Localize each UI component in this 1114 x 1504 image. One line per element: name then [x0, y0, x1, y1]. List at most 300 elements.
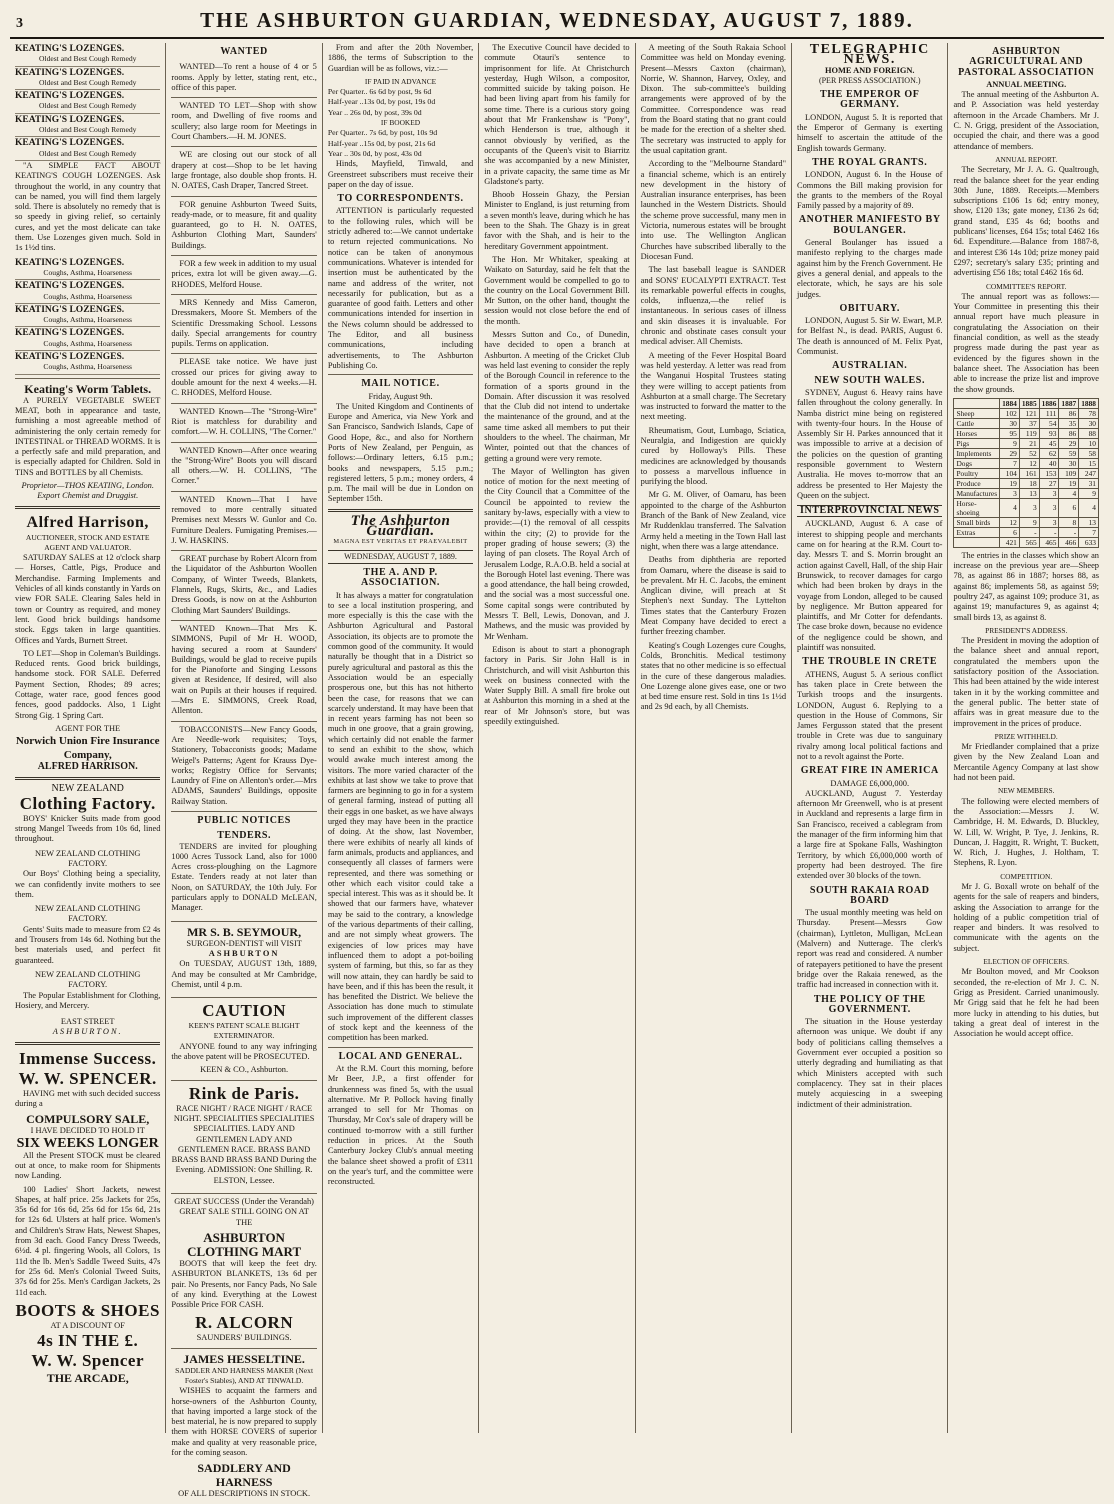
worm-title: Keating's Worm Tablets.: [24, 381, 152, 396]
inter-head: INTERPROVINCIAL NEWS: [797, 505, 942, 517]
keating-sub: Oldest and Best Cough Remedy: [38, 54, 137, 64]
nsw-head: NEW SOUTH WALES.: [814, 374, 926, 386]
table-cell: 59: [1059, 448, 1079, 458]
inter-text: AUCKLAND, August 6. A case of interest to shipping people and merchants came on for hearing at the R.M. Court to-day. Messrs T. and S. Morrin brought an action against Cavell, Hall, of the ship Hair Brunswick, to recover damages for cargo which had been broken by drays in the voyage from London, alleged to be caused by negligence. Mr Button appeared for plaintiffs, and Mr Cotter for defendants. The case broke down, because no evidence of the negligence could be shown, and plaintiff was nonsuited.: [797, 519, 943, 653]
table-cell: 9: [1079, 488, 1099, 498]
table-cell: 3: [1039, 498, 1059, 517]
table-header-cell: 1884: [1000, 398, 1020, 408]
committee-head: COMMITTEE'S REPORT.: [986, 281, 1067, 291]
items-text: 100 Ladies' Short Jackets, newest Shapes, at half price. 25s Jackets for 25s, 35s 6d for 16s 6d, 25s 6d for 15s 6d, 21s for 12s 6d. Ulsters at half price. Women's and Children's Straw Hats, Newest Shapes, from 3d each. Good Fancy Dress Tweeds, 6½d. 4 pl. fingering Wools, all Colors, 1s 11d the lb. Men's Saddle Tweed Suits, 47s for 25s 6d. Men's Colonial Tweed Suits, 37s 6d for 25s. Men's Cardigan Jackets, 2s 11d each.: [15, 1184, 161, 1297]
column-1: [10, 43, 166, 1433]
table-cell: 6: [1059, 498, 1079, 517]
table-cell: 109: [1059, 468, 1079, 478]
mart-ashburton: ASHBURTON CLOTHING MART: [187, 1229, 302, 1259]
wanted-item: WANTED Known—The "Strong-Wire" Riot is matchless for durability and comfort.—W. H. COLLINS, "The Corner.": [171, 404, 316, 443]
table-header-cell: 1885: [1019, 398, 1039, 408]
table-cell: 465: [1039, 537, 1059, 547]
sale-title: COMPULSORY SALE,: [26, 1112, 150, 1127]
assoc-intro: The annual meeting of the Ashburton A. and P. Association was held yesterday afternoon in the Arcade Chambers. Mr J. C. N. Grigg, president of the Association, occupied the chair, and there was a good attendance of members.: [953, 90, 1099, 151]
keating-sub: Coughs, Asthma, Hoarseness: [43, 315, 132, 325]
column-6: [792, 43, 948, 1433]
hesseltine-text: WISHES to acquaint the farmers and horse-owners of the Ashburton County, that having imported a large stock of the best material, he is now prepared to supply them with HORSE COVERS of superior make and quality at very reasonable price, for the coming season.: [171, 1386, 317, 1458]
spencer-title: W. W. SPENCER.: [18, 1068, 157, 1088]
caution-title: CAUTION: [202, 1001, 286, 1021]
table-cell: 9: [1019, 517, 1039, 527]
corresp-head: TO CORRESPONDENTS.: [337, 193, 464, 205]
policy-head: THE POLICY OF THE GOVERNMENT.: [813, 993, 926, 1015]
table-cell: 52: [1019, 448, 1039, 458]
keating-ad: [15, 137, 160, 161]
table-cell: -: [1019, 527, 1039, 537]
boots-text: BOOTS that will keep the feet dry. ASHBURTON BLANKETS, 13s 6d per pair. No Presents, nor Fancy Pads, No Sale of any kind. Everything at the Lowest Possible Price FOR CASH.: [171, 1258, 317, 1310]
officers-text: Mr Boulton moved, and Mr Cookson seconded, the re-election of Mr J. C. N. Grigg as President. Carried unanimously. Mr Grigg said that he felt he had been more lucky in attending to his duties, but taking a great deal of interest in the Association he would accept office.: [953, 967, 1099, 1039]
wanted-head: WANTED: [220, 46, 268, 57]
table-cell: 40: [1039, 458, 1059, 468]
keating-sub: Coughs, Asthma, Hoarseness: [43, 291, 132, 301]
mail-head: MAIL NOTICE.: [361, 378, 440, 390]
table-cell: [954, 537, 1000, 547]
table-cell: 3: [1019, 498, 1039, 517]
emperor-text: LONDON, August 5. It is reported that the Emperor of Germany is exerting himself to ascertain the attitude of the English towards Germany.: [797, 112, 943, 153]
keating-sub: Coughs, Asthma, Hoarseness: [43, 338, 132, 348]
sub-intro: From and after the 20th November, 1886, the terms of Subscription to the Guardian will be as follows, viz.:—: [327, 43, 474, 73]
obituary-text: LONDON, August 5. Sir W. Ewart, M.P. for Belfast N., is dead. PARIS, August 6. The death is announced of M. Felix Pyat, Communist.: [797, 316, 943, 357]
table-row: [954, 448, 1099, 458]
table-cell: 54: [1039, 418, 1059, 428]
table-cell: 161: [1019, 468, 1039, 478]
table-cell: -: [1039, 527, 1059, 537]
fire-text: AUCKLAND, August 7. Yesterday afternoon Mr Greenwell, who is at present in Auckland and represents a large firm in San Francisco, received a cablegram from the manager of the firm informing him that a large fire at Spokane Falls, Washington Territory, by which £6,000,000 worth of property had been destroyed. The fire extended over 30 blocks of the town.: [797, 788, 943, 881]
nz-title: NEW ZEALAND: [51, 782, 124, 794]
table-cell: 30: [1000, 418, 1020, 428]
subscription-row: Per Quarter.. 6s 6d by post, 9s 6d: [327, 87, 432, 97]
crete-head: THE TROUBLE IN CRETE: [802, 656, 938, 668]
col5-text-8: Keating's Cough Lozenges cure Coughs, Colds, Bronchitis. Medical testimony states that no other medicine is so effectual in the cure of these dangerous maladies. One Lozenge alone gives ease, one or two at bed time ensure rest. Sold in tins 1s 1½d and 2s 9d each, by all Chemists.: [640, 640, 787, 712]
table-row: [954, 488, 1099, 498]
keating-name: KEATING'S LOZENGES.: [15, 328, 125, 339]
sub-head-2: IF BOOKED: [380, 118, 421, 128]
table-cell: 4: [1000, 498, 1020, 517]
page-title: THE ASHBURTON GUARDIAN, WEDNESDAY, AUGUST 7, 1889.: [200, 8, 914, 32]
table-cell: 3: [1039, 517, 1059, 527]
keating-ad: [15, 90, 160, 114]
great-success: GREAT SUCCESS (Under the Verandah) GREAT SALE STILL GOING ON AT THE: [174, 1197, 314, 1227]
table-cell: 10: [1079, 438, 1099, 448]
rakaia-text: The usual monthly meeting was held on Thursday. Present—Messrs Gow (chairman), Lyttleton, Mulligan, McLean (Malvern) and Nutterage. The clerk's report was read and considered. A number of ratepayers petitioned to have the present bridge over the Rakaia renewed, as the traffic had increased in connection with it.: [797, 908, 943, 990]
norwich-agent: AGENT FOR THE: [55, 723, 121, 733]
col5-text-6: Mr G. M. Oliver, of Oamaru, has been appointed to the charge of the Ashburton Branch of the Bank of New Zealand, vice Mr Ruddenklau transferred. The Salvation Army held a meeting in the Town Hall last night, when there was a large attendance.: [640, 490, 787, 551]
six-weeks: SIX WEEKS LONGER: [16, 1135, 159, 1151]
table-cell: 466: [1059, 537, 1079, 547]
table-cell: Poultry: [954, 468, 1000, 478]
table-row: [954, 468, 1099, 478]
rakaia-head: SOUTH RAKAIA ROAD BOARD: [809, 884, 930, 906]
col5-text-3: The last baseball league is SANDER and SONS' EUCALYPTI EXTRACT. Test its remarkable powerful effects in coughs, colds, influenza,—the relief is instantaneous. In serious cases of illness and skin diseases it is invaluable. For chronic and obstinate cases consult your medical adviser. All Chemists.: [640, 265, 787, 347]
keating-name: KEATING'S LOZENGES.: [15, 91, 125, 102]
table-cell: 18: [1019, 478, 1039, 488]
keating-sub: Coughs, Asthma, Hoarseness: [43, 267, 132, 277]
aus-head: AUSTRALIAN.: [832, 360, 908, 372]
table-cell: 78: [1079, 408, 1099, 418]
mast-motto: MAGNA EST VERITAS ET PRAEVALEBIT: [333, 538, 468, 546]
wanted-item: WANTED Known—After once wearing the "Strong-Wire" Boots you will discard all others.—W. H. COLLINS, "The Corner.": [171, 443, 316, 492]
corresp-text: ATTENTION is particularly requested to the following rules, which will be strictly adhered to:—We cannot undertake to return rejected communications. No notice can be taken of anonymous communications. Whatever is intended for insertion must be authenticated by the name and address of the writer, not necessarily for publication, but as a guarantee of good faith. Letters and other communications intended for insertion in the News column should be addressed to The Editor, and all business communications, including advertisements, to The Ashburton Publishing Co.: [327, 206, 474, 370]
boys-text: BOYS' Knicker Suits made from good strong Mangel Tweeds from 10s 6d, lined throughout.: [15, 813, 161, 844]
caution-ad: [171, 998, 316, 1080]
table-cell: 95: [1000, 428, 1020, 438]
wanted-item: PLEASE take notice. We have just crossed our prices for giving away to double amount for the next 4 weeks.—H. C. RHODES, Melford House.: [171, 354, 316, 403]
table-cell: 6: [1000, 527, 1020, 537]
col5-text-2: According to the "Melbourne Standard" a financial scheme, which is an entirely new development in the history of Australian insurance enterprises, has been launched in the Western Districts. Should the scheme prove successful, many men in Victoria, numerous estates will be brought into use. The Wellington Anglican Churches have subscribed liberally to the Diocesan Fund.: [640, 159, 787, 261]
table-cell: 153: [1039, 468, 1059, 478]
spencer-footer: W. W. Spencer: [31, 1351, 145, 1371]
success-title: Immense Success.: [19, 1048, 157, 1068]
keating-ad: [15, 67, 160, 91]
keating-ad: [15, 114, 160, 138]
inner-masthead: The Ashburton Guardian.: [350, 512, 451, 540]
manifesto-text: General Boulanger has issued a manifesto replying to the charges made against him by the French Government. He gives a general denial, and appeals to the electorate, which, he says are his sole judges.: [797, 238, 943, 299]
table-cell: 104: [1000, 468, 1020, 478]
norwich-title: Norwich Union Fire Insurance Company,: [15, 735, 160, 762]
table-cell: 3: [1000, 488, 1020, 498]
table-cell: 9: [1000, 438, 1020, 448]
table-cell: 15: [1079, 458, 1099, 468]
mast-date: WEDNESDAY, AUGUST 7, 1889.: [328, 550, 473, 564]
harrison-title: Alfred Harrison,: [26, 513, 149, 531]
worm-footer: Proprietor—THOS KEATING, London. Export Chemist and Druggist.: [21, 480, 154, 501]
keating-name: KEATING'S LOZENGES.: [15, 281, 125, 292]
table-cell: 13: [1079, 517, 1099, 527]
col4-text-4: Messrs Sutton and Co., of Dunedin, have decided to open a branch at Ashburton. A meeting of the Cricket Club was held last evening to consider the reply of the Borough Council in reference to the formation of a sports ground in the Domain. After discussion it was resolved that the Club did not intend to undertake the maintenance of the ground, and at the same time asked all members to put their shoulders to the wheel. The chairman, Mr Winter, pointed out that the chances of getting a ground were very remote.: [484, 330, 630, 463]
royal-head: THE ROYAL GRANTS.: [812, 156, 928, 168]
wanted-item: WANTED TO LET—Shop with show room, and Dwelling of five rooms and scullery; also large room for Meetings in Court Chambers.—H. M. JONES.: [171, 98, 316, 147]
seymour-ash: ASHBURTON: [208, 948, 280, 958]
fourteen: 4s IN THE £.: [37, 1331, 139, 1351]
col5-text-1: A meeting of the South Rakaia School Committee was held on Monday evening. Present—Messrs Caxton (chairman), Norrie, W. Shannon, Harvey, Oxley, and Dixon. The sub-committee's building arrangements were approved of by the Committee. Correspondence was read from the Board stating that no grant could be made for the erection of a shelter shed. The secretary was instructed to apply for the usual capitation grant.: [640, 43, 787, 155]
caution-sign: KEEN & CO., Ashburton.: [200, 1065, 289, 1075]
table-cell: Horses: [954, 428, 1000, 438]
all-desc: OF ALL DESCRIPTIONS IN STOCK.: [178, 1489, 311, 1499]
table-cell: 21: [1019, 438, 1039, 448]
table-cell: 27: [1039, 478, 1059, 488]
decided: I HAVE DECIDED TO HOLD IT: [30, 1126, 145, 1136]
hesseltine-title: JAMES HESSELTINE.: [183, 1351, 305, 1366]
table-cell: 19: [1059, 478, 1079, 488]
col4-text-2: Bhoob Hossein Ghazy, the Persian Minister to England, is just returning from a seven month's leave, during which he has been to the Shah. The Ghazy is in great favor with the Shah, and is heir to the hereditary Government appointment.: [484, 190, 630, 251]
committee-text: The annual report was as follows:—Your Committee in presenting this their annual report have much pleasure in congratulating the Association on their financial condition, as well as the steady progress made during the past year as evidenced by the figures shown in the balance sheet. The Association has been able to increase the prize list and improve the show grounds.: [953, 291, 1099, 394]
harrison-sub: AUCTIONEER, STOCK AND ESTATE AGENT AND VALUATOR.: [25, 532, 150, 552]
seymour-text: On TUESDAY, AUGUST 13th, 1889, And may be consulted at Mr Cambridge, Chemist, until 4 p.m.: [171, 959, 317, 989]
saddlery: SADDLERY AND HARNESS: [197, 1461, 291, 1490]
boots-title: BOOTS & SHOES: [15, 1300, 160, 1320]
rink-title: Rink de Paris.: [188, 1083, 300, 1103]
table-cell: 12: [1019, 458, 1039, 468]
keatings-list-2: [15, 257, 160, 375]
table-cell: 7: [1000, 458, 1020, 468]
public-head: PUBLIC NOTICES: [197, 815, 291, 826]
table-cell: Dogs: [954, 458, 1000, 468]
hesseltine-sub: SADDLER AND HARNESS MAKER (Next Foster's Stables), AND AT TINWALD.: [175, 1365, 314, 1385]
col5-text-7: Deaths from diphtheria are reported from Oamaru, where the disease is said to be prevalent. Mr H. C. Jacobs, the eminent Anglican divine, will preach at St Stephen's next Sunday. The Lyttelton Times states that the Canterbury Frozen Meat Company have decided to erect a further freezing chamber.: [640, 555, 787, 637]
table-cell: 86: [1059, 428, 1079, 438]
table-header-cell: [954, 398, 1000, 408]
alcorn-title: R. ALCORN: [195, 1313, 294, 1333]
table-header-cell: 1887: [1059, 398, 1079, 408]
page-masthead: [10, 8, 1104, 39]
table-cell: 88: [1079, 428, 1099, 438]
assoc-head: ASHBURTON AGRICULTURAL AND PASTORAL ASSOCIATION: [958, 46, 1095, 78]
col4-text-6: Edison is about to start a phonograph factory in Paris. Sir John Hall is in Christchurch, and will visit Ashburton this week on business connected with the Water Supply Bill. A small fire broke out at Ashburton this morning in a shed at the rear of Mr Johnson's store, but was speedily extinguished.: [484, 644, 630, 726]
president-text: The President in moving the adoption of the balance sheet and annual report, congratulated the members upon the satisfactory position of the Association. This had been attained by the wide interest taken in it by the working committee and the general public. The better state of affairs was in great measure due to the improvement in the prices of produce.: [953, 636, 1099, 728]
hesseltine-ad: [171, 1349, 316, 1504]
table-row: [954, 418, 1099, 428]
table-cell: -: [1059, 527, 1079, 537]
worm-text: A PURELY VEGETABLE SWEET MEAT, both in appearance and taste, furnishing a most agreeable method of administering the only certain remedy for INTESTINAL or THREAD WORMS. It is a perfectly safe and mild preparation, and is especially adapted for Children. Sold in TINS and BOTTLES by all Chemists.: [15, 395, 161, 477]
gents-text: Gents' Suits made to measure from £2 4s and Trousers from 14s 6d. Nothing but the best materials used, and perfect fit guaranteed.: [15, 924, 161, 965]
table-cell: 58: [1079, 448, 1099, 458]
table-row: [954, 438, 1099, 448]
popular-text: The Popular Establishment for Clothing, Hosiery, and Mercery.: [15, 990, 161, 1010]
ashburton-label: ASHBURTON.: [52, 1027, 123, 1037]
after-table-text: The entries in the classes which show an increase on the previous year are—Sheep 78, as against 86 in 1887; horses 88, as against 86; implements 58, as against 59; poultry 247, as against 109; produce 31, as against 19; manufactures 9, as against 4; small birds 13, as against 8.: [953, 550, 1099, 622]
table-cell: Sheep: [954, 408, 1000, 418]
subscription-row: Year .. 26s 0d, by post, 39s 0d: [327, 107, 422, 117]
column-7: [948, 43, 1104, 1433]
table-cell: 31: [1079, 478, 1099, 488]
new-members-text: The following were elected members of the Association:—Messrs J. W. Cambridge, H. M. Edwards, D. Bluckley, W. Lill, W. Wright, P. Tye, J. Jenkins, R. Duncan, J. Haggitt, R. Wright, T. Buckett, W. Rich, J. Hughes, J. Holtham, T. Stephens, R. Lyon.: [953, 796, 1099, 868]
keating-text: "A SIMPLE FACT ABOUT KEATING'S COUGH LOZENGES. Ask throughout the world, in any country that can be named, you will find them largely sold. There is absolutely no remedy that is so speedy in giving relief, so certainly cures, and yet the most delicate can take them. Use Lozenges given much. Sold in 1s 1½d tins.: [15, 160, 161, 253]
table-cell: 45: [1039, 438, 1059, 448]
keating-ad: [15, 43, 160, 67]
royal-text: LONDON, August 6. In the House of Commons the Bill making provision for the grants to the members of the Royal Family passed by a majority of 89.: [797, 170, 943, 211]
keatings-list: [15, 43, 160, 161]
table-cell: 29: [1000, 448, 1020, 458]
wanted-list: [171, 59, 316, 812]
table-cell: Manufactures: [954, 488, 1000, 498]
seymour-ad: [171, 922, 316, 998]
new-members-head: NEW MEMBERS.: [997, 786, 1055, 796]
col4-text-3: The Hon. Mr Whitaker, speaking at Waikato on Saturday, said he felt that the Government would be compelled to go to the country on the Local Government Bill. Mr Sutton, on the other hand, thought the session would not close before the end of the month.: [484, 254, 630, 326]
caution-sub: KEEN'S PATENT SCALE BLIGHT EXTERMINATOR.: [188, 1021, 300, 1041]
table-header-cell: 1888: [1079, 398, 1099, 408]
seymour-title: MR S. B. SEYMOUR,: [187, 924, 302, 939]
telegraphic-sub: HOME AND FOREIGN.: [824, 65, 915, 75]
norwich-name: ALFRED HARRISON.: [37, 761, 138, 773]
table-cell: 565: [1019, 537, 1039, 547]
seymour-sub: SURGEON-DENTIST will VISIT: [186, 938, 302, 948]
discount: AT A DISCOUNT OF: [50, 1320, 125, 1330]
mail-text: The United Kingdom and Continents of Europe and America, via New York and San Francisco, Sandwich Islands, Cape of Good Hope, &c., and also for Northern Ports of New Zealand, per Penguin, as follows:—Ordinary letters, 6.15 p.m.; books and newspapers, 5.15 p.m.; registered letters, 5 p.m.; money orders, 4 p.m. The mail will be due in London on September 15th.: [327, 401, 474, 504]
table-cell: 7: [1079, 527, 1099, 537]
table-row: [954, 478, 1099, 488]
mart-ad: [171, 1194, 316, 1349]
nz3: NEW ZEALAND CLOTHING FACTORY.: [34, 904, 141, 924]
keating-ad: [15, 327, 160, 351]
report-text: The Secretary, Mr J. A. G. Qualtrough, read the balance sheet for the year ending 30th June, 1889. Receipts.—Members subscriptions £106 1s 6d; entry money, show, £120 13s; gate money, £136 2s 6d; grand stand, £35 4s 6d; booths and publicans' licenses, £64 15s; total £462 16s 6d. Expenditure.—Balance from 1887-8, and interest £36 14s 10d; prize money paid £297; secretary's salary £35; printing and advertising £56 18s; total £462 16s 6d.: [953, 165, 1099, 278]
press-assoc: (PER PRESS ASSOCIATION.): [818, 75, 921, 85]
table-cell: 30: [1079, 418, 1099, 428]
table-cell: 29: [1059, 438, 1079, 448]
table-cell: 119: [1019, 428, 1039, 438]
wanted-item: WE are closing out our stock of all drapery at cost—Shop to be let having large frontage, also double shop fronts. H. N. OATES, Cash Draper, Tancred Street.: [171, 147, 316, 196]
wanted-item: GREAT purchase by Robert Alcorn from the Liquidator of the Ashburton Woollen Company, of Winter Tweeds, Blankets, Flannels, Rugs, Skirts, &c., and Ladies Dress Goods, is now on at the Ashburton Clothing Mart Saunders' Buildings.: [171, 551, 316, 621]
col5-text-4: A meeting of the Fever Hospital Board was held yesterday. A letter was read from the Wanganui Hospital Trustees stating they were willing to accept patients from Ashburton at a small charge. The Secretary was instructed to forward the matter to the next meeting.: [640, 350, 787, 422]
column-5: [636, 43, 792, 1433]
keating-ad: [15, 280, 160, 304]
entries-table: [953, 398, 1099, 548]
spencer-text: HAVING met with such decided success during a: [15, 1088, 161, 1109]
table-cell: 247: [1079, 468, 1099, 478]
rink-text: RACE NIGHT / RACE NIGHT / RACE NIGHT. SPECIALITIES SPECIALITIES SPECIALITIES. LADY AND GENTLEMEN LADY AND GENTLEMEN RACE. BRASS BAND BRASS BAND BRASS BAND During the Evening. ADMISSION: One Shilling. R. ELSTON, Lessee.: [171, 1103, 317, 1185]
sub-rows: [328, 87, 473, 118]
wanted-item: TOBACCONISTS—New Fancy Goods, Are Needle-work requisites; Toys, Stationery, Tobacconists goods; Madame Weigel's Patterns; Agent for Krauss Dye-works; Registry Office for Servants; Laundry of Fine on Allenton's order.—Mrs ADAMS, Saunders' Buildings, opposite Railway Station.: [171, 722, 316, 812]
competition-head: COMPETITION.: [1000, 871, 1053, 881]
table-row: [954, 517, 1099, 527]
crete-text: ATHENS, August 5. A serious conflict has taken place in Crete between the Turkish troops and the insurgents. LONDON, August 6. Replying to a question in the House of Commons, Sir James Fergusson stated that the present trouble in Crete was due to sanguinary rivalry among local political factions and not to a revolt against the Porte.: [797, 669, 943, 761]
table-cell: 102: [1000, 408, 1020, 418]
boys2-text: Our Boys' Clothing being a speciality, we can confidently invite mothers to see them.: [15, 869, 161, 899]
wanted-item: WANTED—To rent a house of 4 or 5 rooms. Apply by letter, stating rent, etc., office of this paper.: [171, 59, 316, 98]
table-row: [954, 428, 1099, 438]
col4-text-1: The Executive Council have decided to commute Otauri's sentence to imprisonment for life. At Christchurch yesterday, Hugh Wilson, a compositor, committed suicide by taking poison. He had been living apart from his family for some time. There is a curious story going about that Mr Frankenshaw is "Pony", which Henderson is true, although it cannot obviously by verified, as the occupants of the Queen's visit to Biarritz she was accompanied by a new Minister, in a private capacity, the same time as Mr Gladstone's party.: [484, 43, 630, 186]
subscription-row: Per Quarter.. 7s 6d, by post, 10s 9d: [327, 128, 438, 138]
keating-ad: [15, 304, 160, 328]
wanted-item: WANTED Known—That Mrs K. SIMMONS, Pupil of Mr H. WOOD, having secured a room at Saunders' Buildings, would be glad to receive pupils for the Pianoforte and Singing Lessons given at Residence, If desired, will also wait on Pupils at their houses if required.—Mrs E. SIMMONS, Creek Road, Allenton.: [171, 621, 316, 722]
editorial-head: THE A. AND P. ASSOCIATION.: [361, 566, 440, 589]
president-head: PRESIDENT'S ADDRESS.: [985, 625, 1068, 635]
column-2: [166, 43, 322, 1499]
local-text: At the R.M. Court this morning, before Mr Beer, J.P., a first offender for drunkenness was fined 5s, with the usual alternative. Mr P. Pollock having finally arranged to sell for Mr Thomas on Thursday, Mr Cox's sale of drapery will be continued to-morrow with a still further reduction in prices. At the South Canterbury Jockey Club's annual meeting the balance sheet showed a profit of £311 on the year's turf, and the committee were reconstructed.: [327, 1063, 474, 1187]
sub-text: Hinds, Mayfield, Tinwald, and Greenstreet subscribers must receive their paper on the day of issue.: [327, 159, 474, 189]
table-cell: 111: [1039, 408, 1059, 418]
emperor-head: THE EMPEROR OF GERMANY.: [819, 89, 920, 111]
column-4: [479, 43, 635, 1433]
prize-text: Mr Friedlander complained that a prize given by the New Zealand Loan and Mercantile Agency Company at last show had not been paid.: [953, 742, 1099, 783]
table-row: [954, 537, 1099, 547]
wanted-item: FOR genuine Ashburton Tweed Suits, ready-made, or to measure, fit and quality guaranteed, go to H. N. OATES, Ashburton Clothing Mart, Saunders' Buildings.: [171, 197, 316, 256]
table-cell: 4: [1079, 498, 1099, 517]
table-cell: Extras: [954, 527, 1000, 537]
policy-text: The situation in the House yesterday afternoon was unique. We doubt if any body of politicians calling themselves a Government ever occupied a position so utterly degrading and humiliating as that which Ministers accepted with such complacency. They sat in their places mutely acquiescing in a sweeping indictment of their administration.: [797, 1017, 943, 1109]
table-cell: 12: [1000, 517, 1020, 527]
telegraphic-head: TELEGRAPHIC NEWS.: [809, 42, 930, 68]
table-cell: 3: [1039, 488, 1059, 498]
arcade: THE ARCADE,: [46, 1371, 129, 1386]
keating-ad: [15, 351, 160, 375]
subscription-row: Half-year ..13s 0d, by post, 19s 0d: [327, 97, 436, 107]
mail-sub: Friday, August 9th.: [368, 391, 433, 401]
page-number: 3: [16, 16, 23, 31]
obituary-head: OBITUARY.: [839, 302, 900, 314]
remnant-text: All the Present STOCK must be cleared out at once, to make room for Shipments now Landing.: [15, 1150, 161, 1181]
keating-name: KEATING'S LOZENGES.: [15, 114, 125, 125]
competition-text: Mr J. G. Boxall wrote on behalf of the agents for the sale of reapers and binders, asking the Association to arrange for the holding of a public competition trial of reaper and binders. It was resolved to communicate with the agents on the subject.: [953, 882, 1099, 953]
table-cell: 86: [1059, 408, 1079, 418]
table-cell: Pigs: [954, 438, 1000, 448]
rink-ad: [171, 1081, 316, 1194]
keating-sub: Oldest and Best Cough Remedy: [38, 77, 137, 87]
table-cell: 93: [1039, 428, 1059, 438]
table-row: [954, 458, 1099, 468]
keating-name: KEATING'S LOZENGES.: [15, 257, 125, 268]
wanted-item: FOR a few week in addition to my usual prices, extra lot will be given away.—G. RHODES, Melford House.: [171, 256, 316, 295]
columns: [10, 42, 1104, 1499]
editorial-text: It has always a matter for congratulation to see a local institution prospering, and more especially is this the case with the Ashburton Agricultural and Pastoral Association, its objects are to promote the common good of the community. It would naturally be thought that in a District so purely agricultural and pastoral as this the Association would be an especially prosperous one, but this has not hitherto been the case, for reasons that we can scarcely understand. It may have been that in recent years farming has not been so much in one groove, that a grain growing, which certainly did not enable the farmer to send an exhibit to the show, which would awake much interest among the visitors. The more varied character of the exhibits at last show we take to prove that farmers are beginning to go in for a system of general farming, instead of putting all their eggs in one basket, as we have always urged they may have been in the practice of doing. At the show, last November, there were exhibits of nearly all kinds of farm animals, products and appliances, and consequently all classes of farmers were represented, and there was something or other which each visitor could take a special interest. This was as it should be. It showed that our farmers have, whatever may be said to the contrary, a knowledge of the various departments of their calling, and are not simply wheat growers. The exigencies of low prices may have influenced them to adopt a pot-boiling system of farming, but this, so far as they will now attain, they can hardly be said to have been, and if this has been the result, it has benefited the District. We believe the Association has done much to stimulate such improvement of the different classes of stock kept and the keenness of the competition has been marked.: [327, 590, 474, 1043]
fire-sub: DAMAGE £6,000,000.: [830, 778, 910, 788]
keating-sub: Coughs, Asthma, Hoarseness: [43, 362, 132, 372]
table-cell: Implements: [954, 448, 1000, 458]
table-row: [954, 498, 1099, 517]
column-3: [323, 43, 479, 1433]
table-cell: 633: [1079, 537, 1099, 547]
keating-name: KEATING'S LOZENGES.: [15, 67, 125, 78]
table-cell: 13: [1019, 488, 1039, 498]
table-cell: Horse-shoeing: [954, 498, 1000, 517]
table-cell: 421: [1000, 537, 1020, 547]
keating-ad: [15, 257, 160, 281]
keating-sub: Oldest and Best Cough Remedy: [38, 101, 137, 111]
keating-name: KEATING'S LOZENGES.: [15, 304, 125, 315]
table-cell: 4: [1059, 488, 1079, 498]
keating-name: KEATING'S LOZENGES.: [15, 44, 125, 54]
keating-sub: Oldest and Best Cough Remedy: [38, 148, 137, 158]
sub-rows-2: [328, 128, 473, 159]
nsw-text: SYDNEY, August 6. Heavy rains have fallen throughout the colony generally. In Namba district mine being on registered with twenty-four hours. In the House of Assembly Sir H. Parkes announced that it was impossible to arrive at a decision of the policies on the question of granting responsible government to Western Australia. He moves to-morrow that an address be presented to Her Majesty the Queen on the subject.: [797, 387, 943, 500]
table-cell: 37: [1019, 418, 1039, 428]
fire-head: GREAT FIRE IN AMERICA: [800, 765, 939, 777]
table-cell: 19: [1000, 478, 1020, 488]
east-street: EAST STREET: [60, 1017, 115, 1027]
table-cell: 62: [1039, 448, 1059, 458]
wanted-item: MRS Kennedy and Miss Cameron, Dressmakers, Moore St. Members of the Scientific Dressmaking School. Lessons daily. Special arrangements for country pupils. Terms on application.: [171, 295, 316, 354]
annual-meeting: ANNUAL MEETING.: [986, 79, 1067, 89]
sub-head: IF PAID IN ADVANCE: [364, 76, 437, 86]
nz2: NEW ZEALAND CLOTHING FACTORY.: [34, 848, 141, 868]
subscription-row: Half-year ..15s 0d, by post, 21s 6d: [327, 138, 436, 148]
table-cell: Produce: [954, 478, 1000, 488]
alcorn-sub: SAUNDERS' BUILDINGS.: [196, 1333, 292, 1343]
wanted-item: WANTED Known—That I have removed to more centrally situated Premises next Messrs W. Gunlor and Co. Furniture Dealers. Fumigating Premises.—J. W. HASKINS.: [171, 492, 316, 551]
keating-sub: Oldest and Best Cough Remedy: [38, 125, 137, 135]
table-header-cell: 1886: [1039, 398, 1059, 408]
local-head: LOCAL AND GENERAL.: [338, 1050, 463, 1062]
tenders-ad: [171, 828, 316, 921]
tenders-head: TENDERS.: [217, 830, 271, 842]
table-cell: 30: [1059, 458, 1079, 468]
harrison-text: SATURDAY SALES at 12 o'clock sharp — Horses, Cattle, Pigs, Produce and Merchandise. Farming Implements and Vehicles of all kinds constantly in Yards on view FOR SALE. Clearing Sales held in town or Country as required, and money lent. Good brick buildings handsome stock. Eggs taken in large quantities. Offices and Yards, Burnett Street.: [15, 553, 161, 645]
table-row: [954, 408, 1099, 418]
table-cell: 35: [1059, 418, 1079, 428]
manifesto-head: ANOTHER MANIFESTO BY BOULANGER.: [798, 214, 941, 236]
col5-text-5: Rheumatism, Gout, Lumbago, Sciatica, Neuralgia, and Indigestion are quickly cured by Holloway's Pills. These medicines are acknowledged by thousands to possess a marvellous influence in purifying the blood.: [640, 425, 787, 487]
clothing-title: Clothing Factory.: [19, 793, 156, 813]
table-row: [954, 527, 1099, 537]
table-cell: 8: [1059, 517, 1079, 527]
table-cell: Small birds: [954, 517, 1000, 527]
officers-head: ELECTION OF OFFICERS.: [983, 957, 1070, 967]
keating-name: KEATING'S LOZENGES.: [15, 138, 125, 149]
table-cell: Cattle: [954, 418, 1000, 428]
subscription-row: Year .. 30s 0d, by post, 43s 0d: [327, 148, 422, 158]
keating-name: KEATING'S LOZENGES.: [15, 352, 125, 363]
col4-text-5: The Mayor of Wellington has given notice of motion for the next meeting of the City Council that a Committee of the Council be appointed to review the sanitary by-laws, especially with a view to provide:—(1) the removal of all cesspits within the city; (2) to provide for the proper grading of house sewers; (3) the laying of pan closets. The Royal Arch of Jerusalem Lodge, R.A.O.B. held a social at the Borough Hotel last evening. There was a good attendance, the hall being crowded, and the social was a most successful one. Some capital songs were contributed by Messrs T. Bell, Lewis, Donovan, and J. Mathews, and the music was provided by Mr Wenham.: [484, 466, 630, 641]
table-cell: 121: [1019, 408, 1039, 418]
tenders-text: TENDERS are invited for ploughing 1000 Acres Tussock Land, also for 1000 Acres cross-ploughing on the Lagmore Estate. Tenders ready at not later than Noon, on SATURDAY, the 10th July. For particulars apply to DONALD McLEAN, Manager.: [171, 841, 317, 913]
nz4: NEW ZEALAND CLOTHING FACTORY.: [34, 969, 141, 990]
to-let-text: TO LET—Shop in Coleman's Buildings. Reduced rents. Good brick buildings, handsome stock. FOR SALE. Deferred Payment Section, Rhodes; 89 acres; Cottage, water race, good fences good fences, good paddocks. Also, 1 Light Strong Gig. 1 Spring Cart.: [15, 648, 161, 720]
prize-head: PRIZE WITHHELD.: [994, 731, 1058, 741]
report-head: ANNUAL REPORT.: [995, 154, 1058, 164]
